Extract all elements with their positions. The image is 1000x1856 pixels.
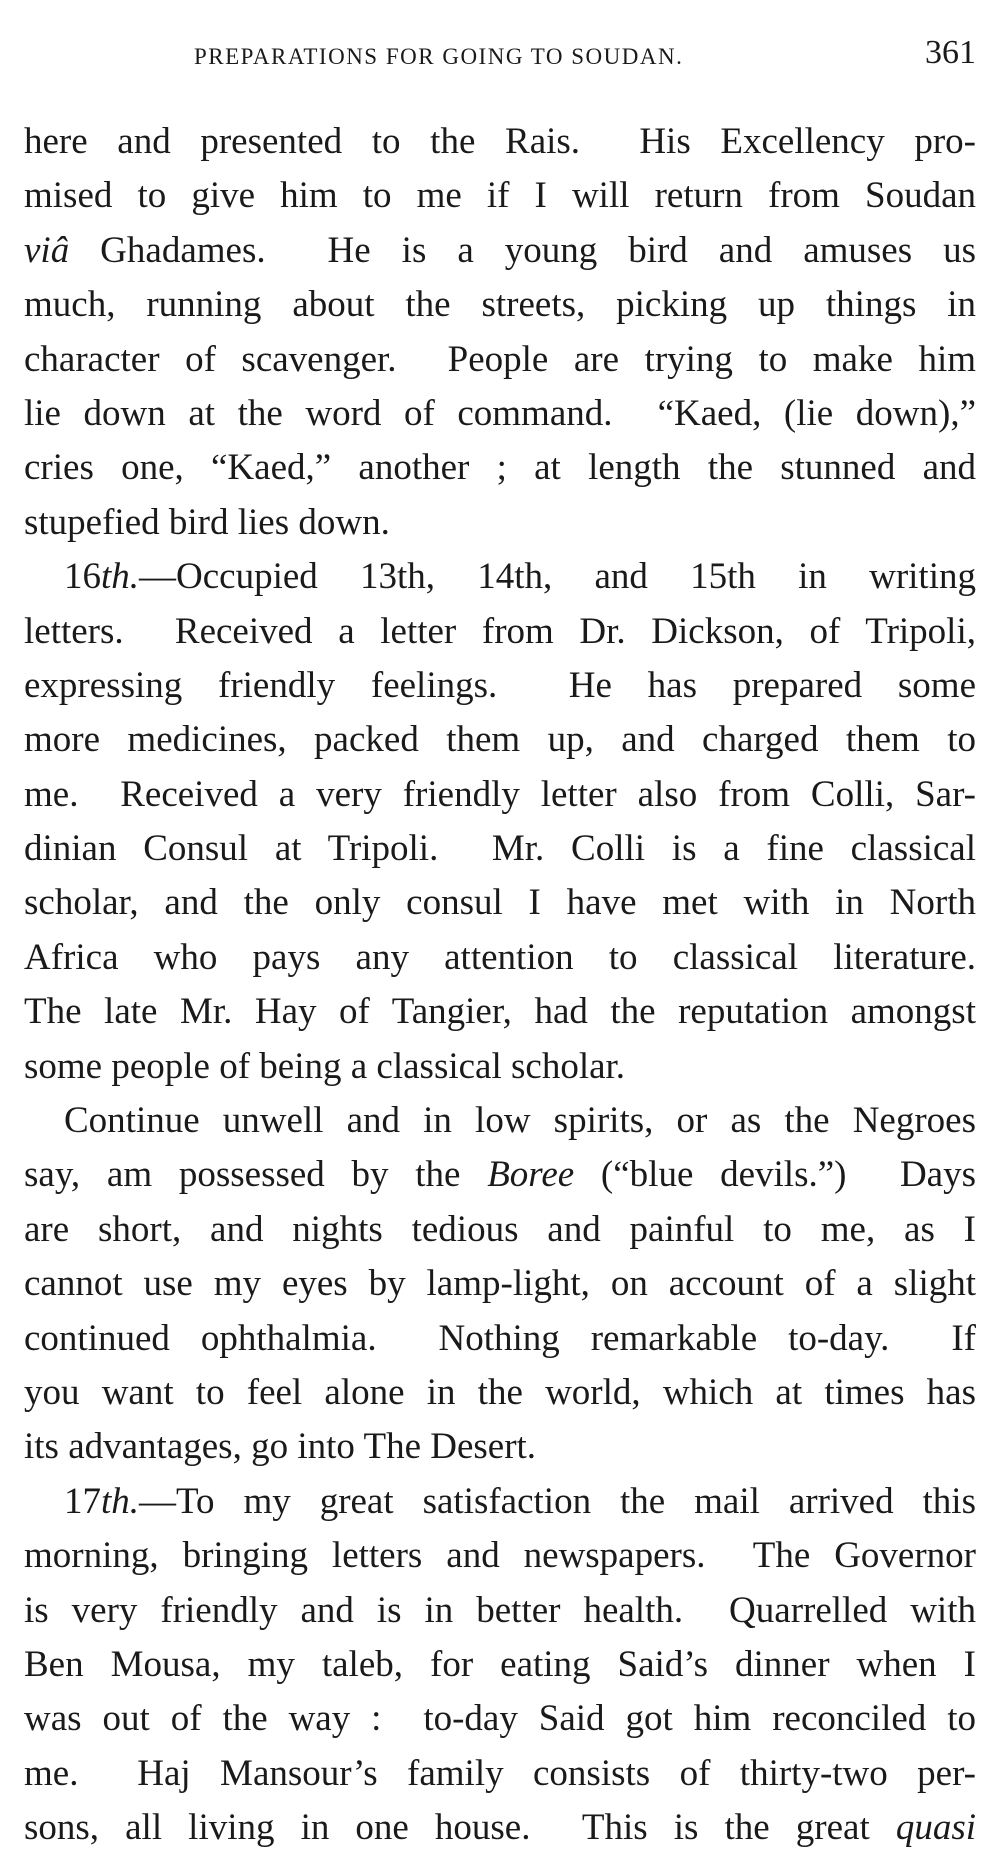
text-line	[24, 985, 976, 1039]
running-title: PREPARATIONS FOR GOING TO SOUDAN.	[194, 44, 684, 69]
text-line	[24, 1148, 976, 1202]
text-line	[24, 1312, 976, 1366]
text-line	[24, 931, 976, 985]
text-segment: Ghadames. He is a young bird and amuses us	[69, 229, 976, 271]
text-line	[24, 1692, 976, 1746]
text-segment: more medicines, packed them up, and charged them to	[24, 719, 976, 761]
text-line	[24, 1529, 976, 1583]
text-line	[24, 333, 976, 387]
text-line	[24, 1257, 976, 1311]
text-segment: The late Mr. Hay of Tangier, had the reputation amongst	[24, 991, 976, 1033]
text-segment: me. Haj Mansour’s family consists of thirty-two per-	[24, 1752, 976, 1794]
text-line	[24, 224, 976, 278]
text-line	[24, 605, 976, 659]
text-line	[24, 1584, 976, 1638]
text-line	[24, 768, 976, 822]
text-line	[24, 115, 976, 169]
text-segment: character of scavenger. People are trying to make him	[24, 338, 976, 380]
italic-text-segment: viâ	[24, 229, 70, 271]
text-segment: cries one, “Kaed,” another ; at length the stunned and	[24, 447, 976, 489]
text-line	[24, 1094, 976, 1148]
text-segment: mised to give him to me if I will return from Soudan	[24, 175, 976, 217]
text-segment: scholar, and the only consul I have met with in North	[24, 882, 976, 924]
italic-text-segment: quasi	[895, 1807, 976, 1849]
text-line	[24, 1475, 976, 1529]
text-segment: —Occupied 13th, 14th, and 15th in writing	[139, 556, 976, 598]
text-line	[24, 278, 976, 332]
text-segment: its advantages, go into The Desert.	[24, 1426, 537, 1468]
text-line	[24, 1801, 976, 1855]
text-line	[24, 1203, 976, 1257]
text-segment: sons, all living in one house. This is the great	[24, 1807, 896, 1849]
text-segment: here and presented to the Rais. His Excellency pro-	[24, 121, 976, 162]
text-line	[24, 496, 976, 550]
text-line	[24, 550, 976, 604]
text-segment: say, am possessed by the	[24, 1154, 488, 1196]
text-segment: 16	[64, 556, 101, 598]
text-segment: cannot use my eyes by lamp-light, on account of a slight	[24, 1263, 976, 1305]
text-segment: you want to feel alone in the world, which at times has	[24, 1371, 976, 1413]
text-line	[24, 822, 976, 876]
text-segment: (“blue devils.”) Days	[574, 1154, 976, 1196]
text-segment: me. Received a very friendly letter also from Colli, Sar-	[24, 773, 976, 815]
italic-text-segment: th.	[101, 556, 140, 598]
page-number: 361	[925, 34, 976, 71]
body-text	[24, 115, 976, 1856]
text-line	[24, 1366, 976, 1420]
text-line	[24, 1747, 976, 1801]
text-segment: letters. Received a letter from Dr. Dickson, of Tripoli,	[24, 610, 976, 652]
text-segment: stupefied bird lies down.	[24, 501, 390, 543]
text-line	[24, 659, 976, 713]
text-segment: was out of the way : to-day Said got him reconciled to	[24, 1698, 976, 1740]
text-segment: much, running about the streets, picking up things in	[24, 284, 976, 326]
text-line	[24, 1420, 976, 1474]
text-segment: morning, bringing letters and newspapers. The Governor	[24, 1535, 976, 1577]
text-segment: are short, and nights tedious and painful to me, as I	[24, 1208, 976, 1250]
text-segment: Africa who pays any attention to classical literature.	[24, 936, 976, 978]
text-segment: —To my great satisfaction the mail arrived this	[139, 1480, 976, 1522]
text-line	[24, 387, 976, 441]
text-line	[24, 1638, 976, 1692]
text-segment: Continue unwell and in low spirits, or as the Negroes	[64, 1100, 976, 1142]
text-segment: dinian Consul at Tripoli. Mr. Colli is a fine classical	[24, 828, 976, 870]
text-line	[24, 169, 976, 223]
italic-text-segment: Boree	[487, 1154, 575, 1196]
text-segment: Ben Mousa, my taleb, for eating Said’s dinner when I	[24, 1643, 976, 1685]
text-segment: lie down at the word of command. “Kaed, (lie down),”	[24, 392, 976, 434]
running-head	[24, 30, 976, 80]
text-line	[24, 1040, 976, 1094]
text-line	[24, 876, 976, 930]
italic-text-segment: th.	[101, 1480, 140, 1522]
text-segment: some people of being a classical scholar.	[24, 1045, 626, 1087]
text-line	[24, 713, 976, 767]
text-segment: 17	[64, 1480, 101, 1522]
text-segment: continued ophthalmia. Nothing remarkable to-day. If	[24, 1317, 976, 1359]
text-segment: is very friendly and is in better health. Quarrelled with	[24, 1589, 976, 1631]
text-line	[24, 441, 976, 495]
text-segment: expressing friendly feelings. He has prepared some	[24, 664, 976, 706]
